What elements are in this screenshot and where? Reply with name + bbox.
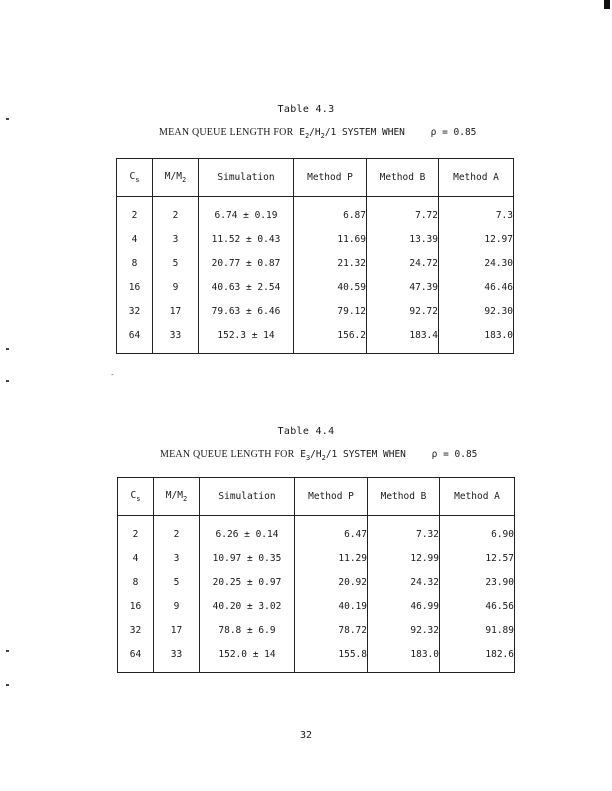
table-caption [159,127,476,140]
cell-mm: 3 [154,546,200,570]
table-number: Table 4.4 [277,426,335,437]
cell-mm: 2 [154,516,200,547]
cell-cs: 64 [128,329,141,341]
cell-mm: 33 [153,323,199,354]
caption-label: MEAN QUEUE LENGTH FOR [159,127,294,138]
table-row [118,594,515,618]
scan-edge-mark [6,118,9,120]
cell-method-b: 12.99 [368,546,440,570]
data-table [117,477,515,673]
table-row [117,275,514,299]
cell-method-a: 6.90 [440,516,515,547]
table-row [117,251,514,275]
cell-simulation: 6.26 ± 0.14 [200,516,295,547]
table-caption [160,449,477,462]
cell-method-a: 24.30 [439,251,514,275]
cell-mm: 5 [154,570,200,594]
cell-method-a: 92.30 [439,299,514,323]
cell-method-b: 46.99 [368,594,440,618]
cell-method-b: 24.32 [368,570,440,594]
cell-method-b: 183.4 [367,323,439,354]
cell-method-a: 23.90 [440,570,515,594]
cell-simulation: 78.8 ± 6.9 [200,618,295,642]
table-row [117,227,514,251]
caption-system: $E_2/H_2/1$ SYSTEM WHEN [299,127,405,140]
cell-simulation: 11.52 ± 0.43 [199,227,294,251]
cell-cs: 16 [128,281,141,293]
cell-method-p: 40.59 [294,275,367,299]
data-table [116,158,514,354]
cell-method-a: 46.56 [440,594,515,618]
header-simulation: Simulation [200,478,295,516]
cell-cs: 32 [128,305,141,317]
cell-method-a: 46.46 [439,275,514,299]
cell-method-a: 7.3 [439,197,514,228]
table-header-row [117,159,514,197]
caption-system: $E_3/H_2/1$ SYSTEM WHEN [300,449,406,462]
cell-method-b: 7.72 [367,197,439,228]
cell-cs: 8 [131,257,138,269]
header-simulation: Simulation [199,159,294,197]
cell-cs: 4 [132,552,139,564]
cell-mm: 9 [154,594,200,618]
cell-simulation: 20.25 ± 0.97 [200,570,295,594]
cell-method-p: 11.69 [294,227,367,251]
cell-method-b: 7.32 [368,516,440,547]
header-method-p: Method P [294,159,367,197]
cell-method-a: 91.89 [440,618,515,642]
scan-corner-mark [604,0,610,9]
cell-method-p: 21.32 [294,251,367,275]
cell-mm: 9 [153,275,199,299]
header-method-p: Method P [295,478,368,516]
header-mm: $M/M_2$ [154,478,200,516]
table-row [118,516,515,547]
table-row [118,570,515,594]
cell-cs: 8 [132,576,139,588]
table-row [118,618,515,642]
cell-cs: 16 [129,600,142,612]
cell-method-p: 6.87 [294,197,367,228]
cell-simulation: 20.77 ± 0.87 [199,251,294,275]
cell-simulation: 79.63 ± 6.46 [199,299,294,323]
table-header-row [118,478,515,516]
table-number: Table 4.3 [277,104,335,115]
cell-method-p: 78.72 [295,618,368,642]
cell-method-a: 183.0 [439,323,514,354]
scan-edge-mark [6,348,9,350]
cell-mm: 17 [153,299,199,323]
cell-cs: 4 [131,233,138,245]
cell-cs: 32 [129,624,142,636]
table-row [118,546,515,570]
cell-method-b: 183.0 [368,642,440,673]
caption-rho: ρ = 0.85 [430,127,477,138]
cell-method-p: 20.92 [295,570,368,594]
header-cs: $C_s$ [118,478,154,516]
cell-method-b: 24.72 [367,251,439,275]
cell-method-p: 11.29 [295,546,368,570]
cell-mm: 17 [154,618,200,642]
cell-method-p: 79.12 [294,299,367,323]
cell-cs: 2 [131,209,138,221]
cell-method-a: 182.6 [440,642,515,673]
page-number: 32 [299,730,313,741]
cell-method-a: 12.97 [439,227,514,251]
header-method-a: Method A [440,478,515,516]
cell-mm: 3 [153,227,199,251]
cell-method-p: 156.2 [294,323,367,354]
cell-simulation: 6.74 ± 0.19 [199,197,294,228]
cell-method-a: 12.57 [440,546,515,570]
header-method-b: Method B [367,159,439,197]
caption-label: MEAN QUEUE LENGTH FOR [160,449,295,460]
cell-method-b: 92.32 [368,618,440,642]
header-mm: $M/M_2$ [153,159,199,197]
table-row [117,299,514,323]
table-row [118,642,515,673]
header-method-a: Method A [439,159,514,197]
cell-simulation: 10.97 ± 0.35 [200,546,295,570]
cell-mm: 5 [153,251,199,275]
table-row [117,323,514,354]
scan-edge-mark [6,380,9,382]
cell-simulation: 40.20 ± 3.02 [200,594,295,618]
cell-method-p: 40.19 [295,594,368,618]
cell-simulation: 152.3 ± 14 [199,323,294,354]
cell-cs: 2 [132,528,139,540]
scan-edge-mark [6,650,9,652]
caption-rho: ρ = 0.85 [431,449,478,460]
cell-method-b: 47.39 [367,275,439,299]
cell-mm: 33 [154,642,200,673]
table-row [117,197,514,228]
scan-stray-mark: - [110,370,115,379]
cell-cs: 64 [129,648,142,660]
cell-mm: 2 [153,197,199,228]
cell-simulation: 152.0 ± 14 [200,642,295,673]
cell-method-b: 92.72 [367,299,439,323]
cell-method-p: 6.47 [295,516,368,547]
header-cs: $C_s$ [117,159,153,197]
cell-method-b: 13.39 [367,227,439,251]
cell-simulation: 40.63 ± 2.54 [199,275,294,299]
scan-edge-mark [6,684,9,686]
header-method-b: Method B [368,478,440,516]
cell-method-p: 155.8 [295,642,368,673]
